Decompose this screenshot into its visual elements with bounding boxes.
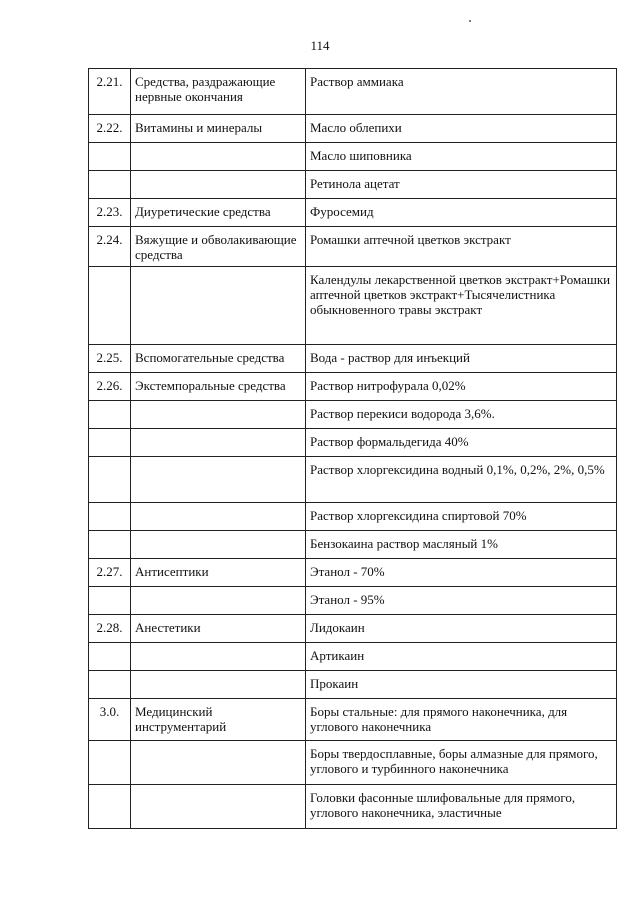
table-row [89, 199, 617, 227]
row-number-cell [89, 143, 131, 171]
item-cell: Вода - раствор для инъекций [306, 345, 617, 373]
item-cell: Календулы лекарственной цветков экстракт+Ромашки аптечной цветков экстракт+Тысячелистника обыкновенного травы экстракт [306, 267, 617, 345]
table-body [89, 69, 617, 829]
category-cell: Медицинский инструментарий [131, 699, 306, 741]
category-cell [131, 671, 306, 699]
row-number-cell: 2.26. [89, 373, 131, 401]
row-number-cell [89, 267, 131, 345]
row-number-cell [89, 401, 131, 429]
category-cell: Анестетики [131, 615, 306, 643]
table-row [89, 503, 617, 531]
item-cell: Лидокаин [306, 615, 617, 643]
item-cell: Масло облепихи [306, 115, 617, 143]
category-cell: Антисептики [131, 559, 306, 587]
table-row [89, 227, 617, 267]
row-number-cell: 2.25. [89, 345, 131, 373]
row-number-cell [89, 429, 131, 457]
medication-table [88, 68, 617, 829]
category-cell [131, 643, 306, 671]
table-row [89, 429, 617, 457]
table-row [89, 615, 617, 643]
scan-speck [469, 20, 471, 22]
category-cell [131, 587, 306, 615]
item-cell: Этанол - 95% [306, 587, 617, 615]
row-number-cell [89, 531, 131, 559]
item-cell: Боры твердосплавные, боры алмазные для прямого, углового и турбинного наконечника [306, 741, 617, 785]
category-cell [131, 401, 306, 429]
category-cell: Экстемпоральные средства [131, 373, 306, 401]
table-row [89, 699, 617, 741]
table-row [89, 373, 617, 401]
table-row [89, 587, 617, 615]
row-number-cell [89, 785, 131, 829]
row-number-cell: 2.27. [89, 559, 131, 587]
category-cell [131, 785, 306, 829]
table-row [89, 267, 617, 345]
row-number-cell [89, 171, 131, 199]
item-cell: Головки фасонные шлифовальные для прямого, углового наконечника, эластичные [306, 785, 617, 829]
category-cell: Вяжущие и обволакивающие средства [131, 227, 306, 267]
category-cell [131, 503, 306, 531]
table-row [89, 345, 617, 373]
table-row [89, 69, 617, 115]
table-row [89, 457, 617, 503]
item-cell: Раствор перекиси водорода 3,6%. [306, 401, 617, 429]
item-cell: Раствор хлоргексидина спиртовой 70% [306, 503, 617, 531]
row-number-cell: 2.22. [89, 115, 131, 143]
table-row [89, 401, 617, 429]
table-row [89, 741, 617, 785]
table-row [89, 531, 617, 559]
row-number-cell: 2.24. [89, 227, 131, 267]
row-number-cell [89, 671, 131, 699]
category-cell: Витамины и минералы [131, 115, 306, 143]
category-cell [131, 143, 306, 171]
category-cell: Средства, раздражающие нервные окончания [131, 69, 306, 115]
row-number-cell: 3.0. [89, 699, 131, 741]
item-cell: Этанол - 70% [306, 559, 617, 587]
item-cell: Ретинола ацетат [306, 171, 617, 199]
table-row [89, 143, 617, 171]
item-cell: Раствор аммиака [306, 69, 617, 115]
table-row [89, 115, 617, 143]
category-cell [131, 171, 306, 199]
item-cell: Бензокаина раствор масляный 1% [306, 531, 617, 559]
table-row [89, 171, 617, 199]
category-cell [131, 741, 306, 785]
item-cell: Артикаин [306, 643, 617, 671]
item-cell: Фуросемид [306, 199, 617, 227]
category-cell [131, 531, 306, 559]
row-number-cell: 2.28. [89, 615, 131, 643]
item-cell: Масло шиповника [306, 143, 617, 171]
row-number-cell [89, 503, 131, 531]
row-number-cell: 2.23. [89, 199, 131, 227]
table-row [89, 643, 617, 671]
item-cell: Ромашки аптечной цветков экстракт [306, 227, 617, 267]
row-number-cell [89, 587, 131, 615]
row-number-cell [89, 741, 131, 785]
row-number-cell: 2.21. [89, 69, 131, 115]
row-number-cell [89, 643, 131, 671]
item-cell: Боры стальные: для прямого наконечника, для углового наконечника [306, 699, 617, 741]
item-cell: Раствор хлоргексидина водный 0,1%, 0,2%, 2%, 0,5% [306, 457, 617, 503]
table-row [89, 559, 617, 587]
category-cell: Вспомогательные средства [131, 345, 306, 373]
table-row [89, 671, 617, 699]
row-number-cell [89, 457, 131, 503]
table-row [89, 785, 617, 829]
item-cell: Раствор нитрофурала 0,02% [306, 373, 617, 401]
category-cell [131, 457, 306, 503]
item-cell: Раствор формальдегида 40% [306, 429, 617, 457]
category-cell: Диуретические средства [131, 199, 306, 227]
category-cell [131, 267, 306, 345]
category-cell [131, 429, 306, 457]
item-cell: Прокаин [306, 671, 617, 699]
page-number: 114 [310, 38, 330, 53]
